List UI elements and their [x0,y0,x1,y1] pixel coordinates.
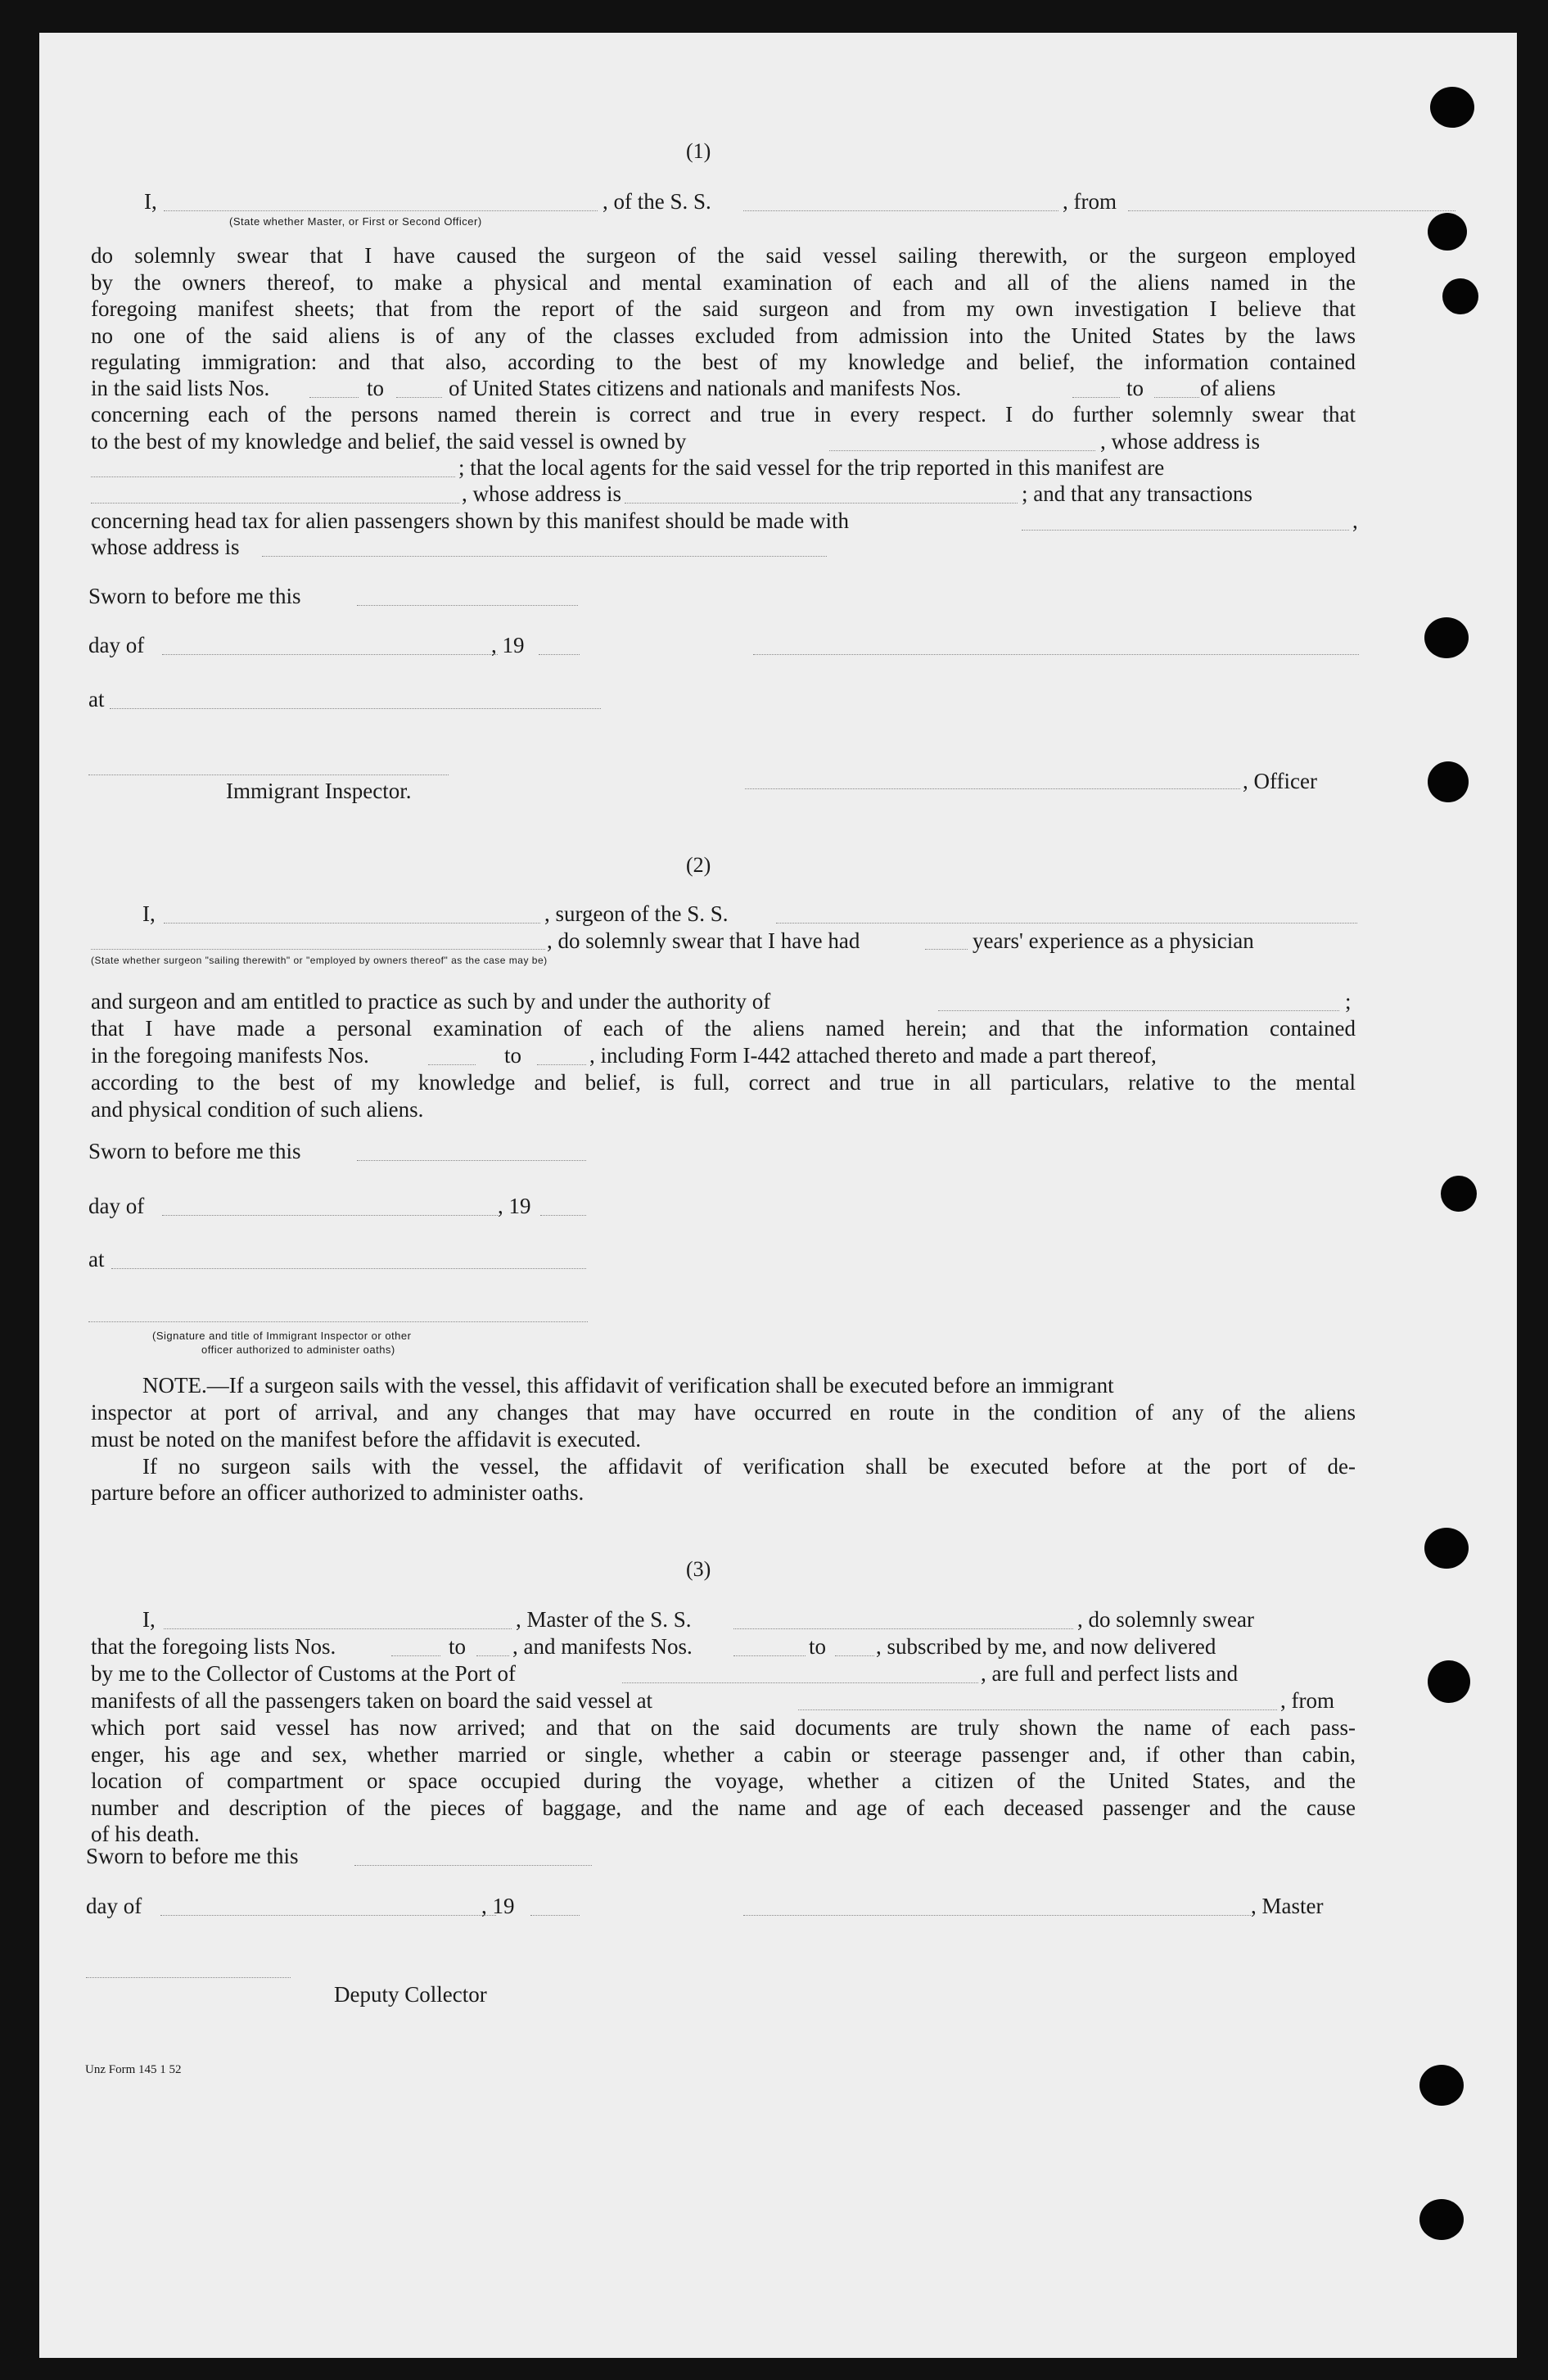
s2-day-of: day of [88,1194,145,1218]
s2-vessel-field[interactable] [776,922,1357,924]
s2-solemnly-swear: , do solemnly swear that I have had [547,928,860,953]
s2-tail-line: and physical condition of such aliens. [91,1096,424,1122]
s2-tail [91,1069,1356,1122]
punch-hole [1424,1528,1469,1569]
s2-note-3: parture before an officer authorized to administer oaths. [91,1480,584,1505]
s3-para-line: enger, his age and sex, whether married or single, whether a cabin or steerage passenger and, if other than cabin, [91,1741,1356,1767]
s3-month-field[interactable] [160,1914,496,1916]
s1-owned-by: to the best of my knowledge and belief, the said vessel is owned by [91,429,687,454]
s3-oath-paragraph [91,1714,1356,1848]
s1-para-line: regulating immigration: and that also, according to the best of my knowledge and belief, the information contained [91,350,1356,374]
s2-note-body [91,1399,1356,1452]
s2-year: , 19 [498,1194,531,1218]
s3-to-1: to [449,1634,467,1659]
surgeon-status-field[interactable] [91,948,545,950]
section-1-number: (1) [686,139,711,163]
s3-to-2: to [809,1634,827,1659]
s2-status-hint: (State whether surgeon "sailing therewith" or "employed by owners thereof" as the case may be) [91,955,548,966]
lists-from-field[interactable] [309,396,359,398]
manifests-to-field[interactable] [1154,396,1199,398]
s1-head-tax: concerning head tax for alien passengers shown by this manifest should be made with [91,508,850,533]
s1-rank-hint: (State whether Master, or First or Second Officer) [229,215,482,228]
s1-line7-text: concerning each of the persons named therein is correct and true in every respect. I do further solemnly swear that [91,402,1356,427]
s3-day-of: day of [86,1894,142,1918]
s2-tail-line: according to the best of my knowledge and belief, is full, correct and true in all particulars, relative to the mental [91,1070,1356,1095]
s2-inspector-signature[interactable] [88,1321,588,1322]
s2-surgeon-of-ss: , surgeon of the S. S. [544,901,729,926]
s1-officer-signature[interactable] [745,788,1240,789]
s1-line1-from: , from [1063,189,1117,214]
s2-sig-hint-2: officer authorized to administer oaths) [201,1344,395,1356]
years-experience-field[interactable] [925,948,968,950]
s1-at: at [88,687,105,711]
s3-para-line: location of compartment or space occupied during the voyage, whether a citizen of the United States, and the [91,1768,1356,1793]
s1-line1-i: I, [144,189,157,214]
s3-para-line: of his death. [91,1822,200,1846]
punch-hole [1441,1176,1477,1212]
punch-hole [1424,617,1469,658]
s3-embark-port-field[interactable] [798,1709,1277,1710]
s2-at: at [88,1247,105,1271]
s1-oath-paragraph [91,242,1356,376]
s3-sworn: Sworn to before me this [86,1844,299,1868]
s1-para-line: no one of the said aliens is of any of the classes excluded from admission into the United States by the laws [91,323,1356,348]
s1-comma: , [1352,508,1358,533]
owner-address-field[interactable] [91,476,455,477]
owner-field[interactable] [829,449,1095,451]
s2-authority: and surgeon and am entitled to practice as such by and under the authority of [91,989,771,1014]
s3-manifests-nos: , and manifests Nos. [512,1634,693,1659]
section-2-number: (2) [686,853,711,877]
s3-manifests-to-field[interactable] [835,1655,874,1656]
agents-field[interactable] [91,502,459,504]
s2-year-field[interactable] [540,1214,586,1216]
s2-manifests-nos: in the foregoing manifests Nos. [91,1043,369,1068]
s1-place-field[interactable] [110,707,601,709]
s1-para-line: foregoing manifest sheets; that from the report of the said surgeon and from my own investigation I believe that [91,296,1356,321]
s2-line4-text: that I have made a personal examination of each of the aliens named herein; and that the information contained [91,1016,1356,1041]
agents-address-field[interactable] [625,502,1018,504]
s1-transactions: ; and that any transactions [1022,481,1252,506]
lists-to-field[interactable] [396,396,442,398]
s3-manifests-from-field[interactable] [733,1655,806,1656]
section-3-number: (3) [686,1557,711,1581]
punch-hole [1428,761,1469,802]
s1-to-1: to [367,376,385,400]
s1-inspector-signature[interactable] [88,774,449,775]
punch-hole [1419,2065,1464,2106]
s2-form-i442: , including Form I-442 attached thereto and made a part thereof, [589,1043,1157,1068]
s3-collector-signature[interactable] [86,1976,291,1978]
s1-signature-line[interactable] [753,653,1359,655]
s3-subscribed: , subscribed by me, and now delivered [876,1634,1216,1659]
s3-para-line: number and description of the pieces of baggage, and the name and age of each deceased passenger and the cause [91,1795,1356,1820]
punch-hole [1428,213,1467,251]
s2-place-field[interactable] [111,1267,586,1269]
s3-sworn-date-field[interactable] [354,1864,592,1866]
punch-hole [1442,278,1478,314]
s2-line4 [91,1015,1356,1042]
s1-lists-nos: in the said lists Nos. [91,376,270,400]
s2-semicolon: ; [1345,989,1352,1014]
vessel-name-field[interactable] [743,210,1058,211]
s1-whose-address-2: , whose address is [462,481,621,506]
s1-line1-of-ss: , of the S. S. [603,189,711,214]
s1-para-line: do solemnly swear that I have caused the surgeon of the said vessel sailing therewith, or the surgeon employed [91,243,1356,268]
punch-hole [1428,1660,1470,1703]
s1-para-line: by the owners thereof, to make a physical and mental examination of each and all of the aliens named in the [91,269,1356,295]
s2-manifests-to-field[interactable] [537,1064,586,1065]
s3-deputy-collector: Deputy Collector [334,1982,487,2007]
s1-of-aliens: of aliens [1200,376,1276,400]
s3-year-field[interactable] [530,1914,580,1916]
s3-solemnly-swear: , do solemnly swear [1077,1607,1254,1632]
s3-from: , from [1280,1688,1334,1713]
s3-full-perfect: , are full and perfect lists and [981,1661,1239,1686]
form-identifier: Unz Form 145 1 52 [85,2063,182,2076]
s1-whose-address-1: , whose address is [1100,429,1260,454]
s3-master-of-ss: , Master of the S. S. [516,1607,692,1632]
s2-note-line: must be noted on the manifest before the affidavit is executed. [91,1426,642,1452]
s3-master-signature[interactable] [743,1914,1251,1916]
s2-manifests-from-field[interactable] [428,1064,476,1065]
s3-port-field[interactable] [622,1682,978,1683]
s3-lists-from-field[interactable] [391,1655,440,1656]
s2-note-line: If no surgeon sails with the vessel, the affidavit of verification shall be executed before at the port of de- [142,1454,1356,1479]
s3-i: I, [142,1607,156,1632]
s1-month-field[interactable] [162,653,498,655]
head-tax-contact-field[interactable] [1022,529,1349,531]
s3-lists-nos: that the foregoing lists Nos. [91,1634,336,1659]
s2-month-field[interactable] [162,1214,498,1216]
s2-to: to [504,1043,522,1068]
s2-sworn: Sworn to before me this [88,1139,301,1163]
s2-note-2 [142,1453,1356,1480]
s3-vessel-field[interactable] [733,1628,1073,1629]
surgeon-name-field[interactable] [164,922,540,924]
s3-port-of: by me to the Collector of Customs at the Port of [91,1661,516,1686]
s1-officer: , Officer [1243,769,1317,793]
s1-year-field[interactable] [539,653,580,655]
punch-hole [1419,2199,1464,2240]
s1-sworn-date-field[interactable] [357,604,578,606]
punch-hole [1430,87,1474,128]
s2-note-1: NOTE.—If a surgeon sails with the vessel, this affidavit of verification shall be executed before an immigrant [142,1373,1114,1398]
s3-para-line: which port said vessel has now arrived; and that on the said documents are truly shown the name of each pass- [91,1715,1356,1740]
from-port-field[interactable] [1128,210,1455,211]
s2-i: I, [142,901,156,926]
s1-line7 [91,401,1356,428]
s3-year: , 19 [481,1894,515,1918]
s2-sig-hint-1: (Signature and title of Immigrant Inspector or other [152,1330,412,1342]
s2-note-line: inspector at port of arrival, and any changes that may have occurred en route in the condition of any of the aliens [91,1400,1356,1425]
s3-lists-to-field[interactable] [476,1655,509,1656]
manifests-from-field[interactable] [1072,396,1120,398]
s1-day-of: day of [88,633,145,657]
s2-years: years' experience as a physician [973,928,1254,953]
s1-whose-address-3: whose address is [91,535,240,559]
s1-citizens: of United States citizens and nationals and manifests Nos. [449,376,962,400]
s3-taken-on-board: manifests of all the passengers taken on board the said vessel at [91,1688,653,1713]
s2-sworn-date-field[interactable] [357,1159,586,1161]
s1-local-agents: ; that the local agents for the said vessel for the trip reported in this manifest are [458,455,1165,480]
officer-rank-field[interactable] [164,210,598,211]
s1-year: , 19 [491,633,525,657]
s3-master: , Master [1251,1894,1324,1918]
master-name-field[interactable] [164,1628,512,1629]
head-tax-address-field[interactable] [262,555,827,557]
authority-field[interactable] [938,1009,1339,1011]
s1-immigrant-inspector: Immigrant Inspector. [226,779,412,803]
manifest-page [39,33,1517,2358]
s1-sworn: Sworn to before me this [88,584,301,608]
s1-to-2: to [1126,376,1144,400]
